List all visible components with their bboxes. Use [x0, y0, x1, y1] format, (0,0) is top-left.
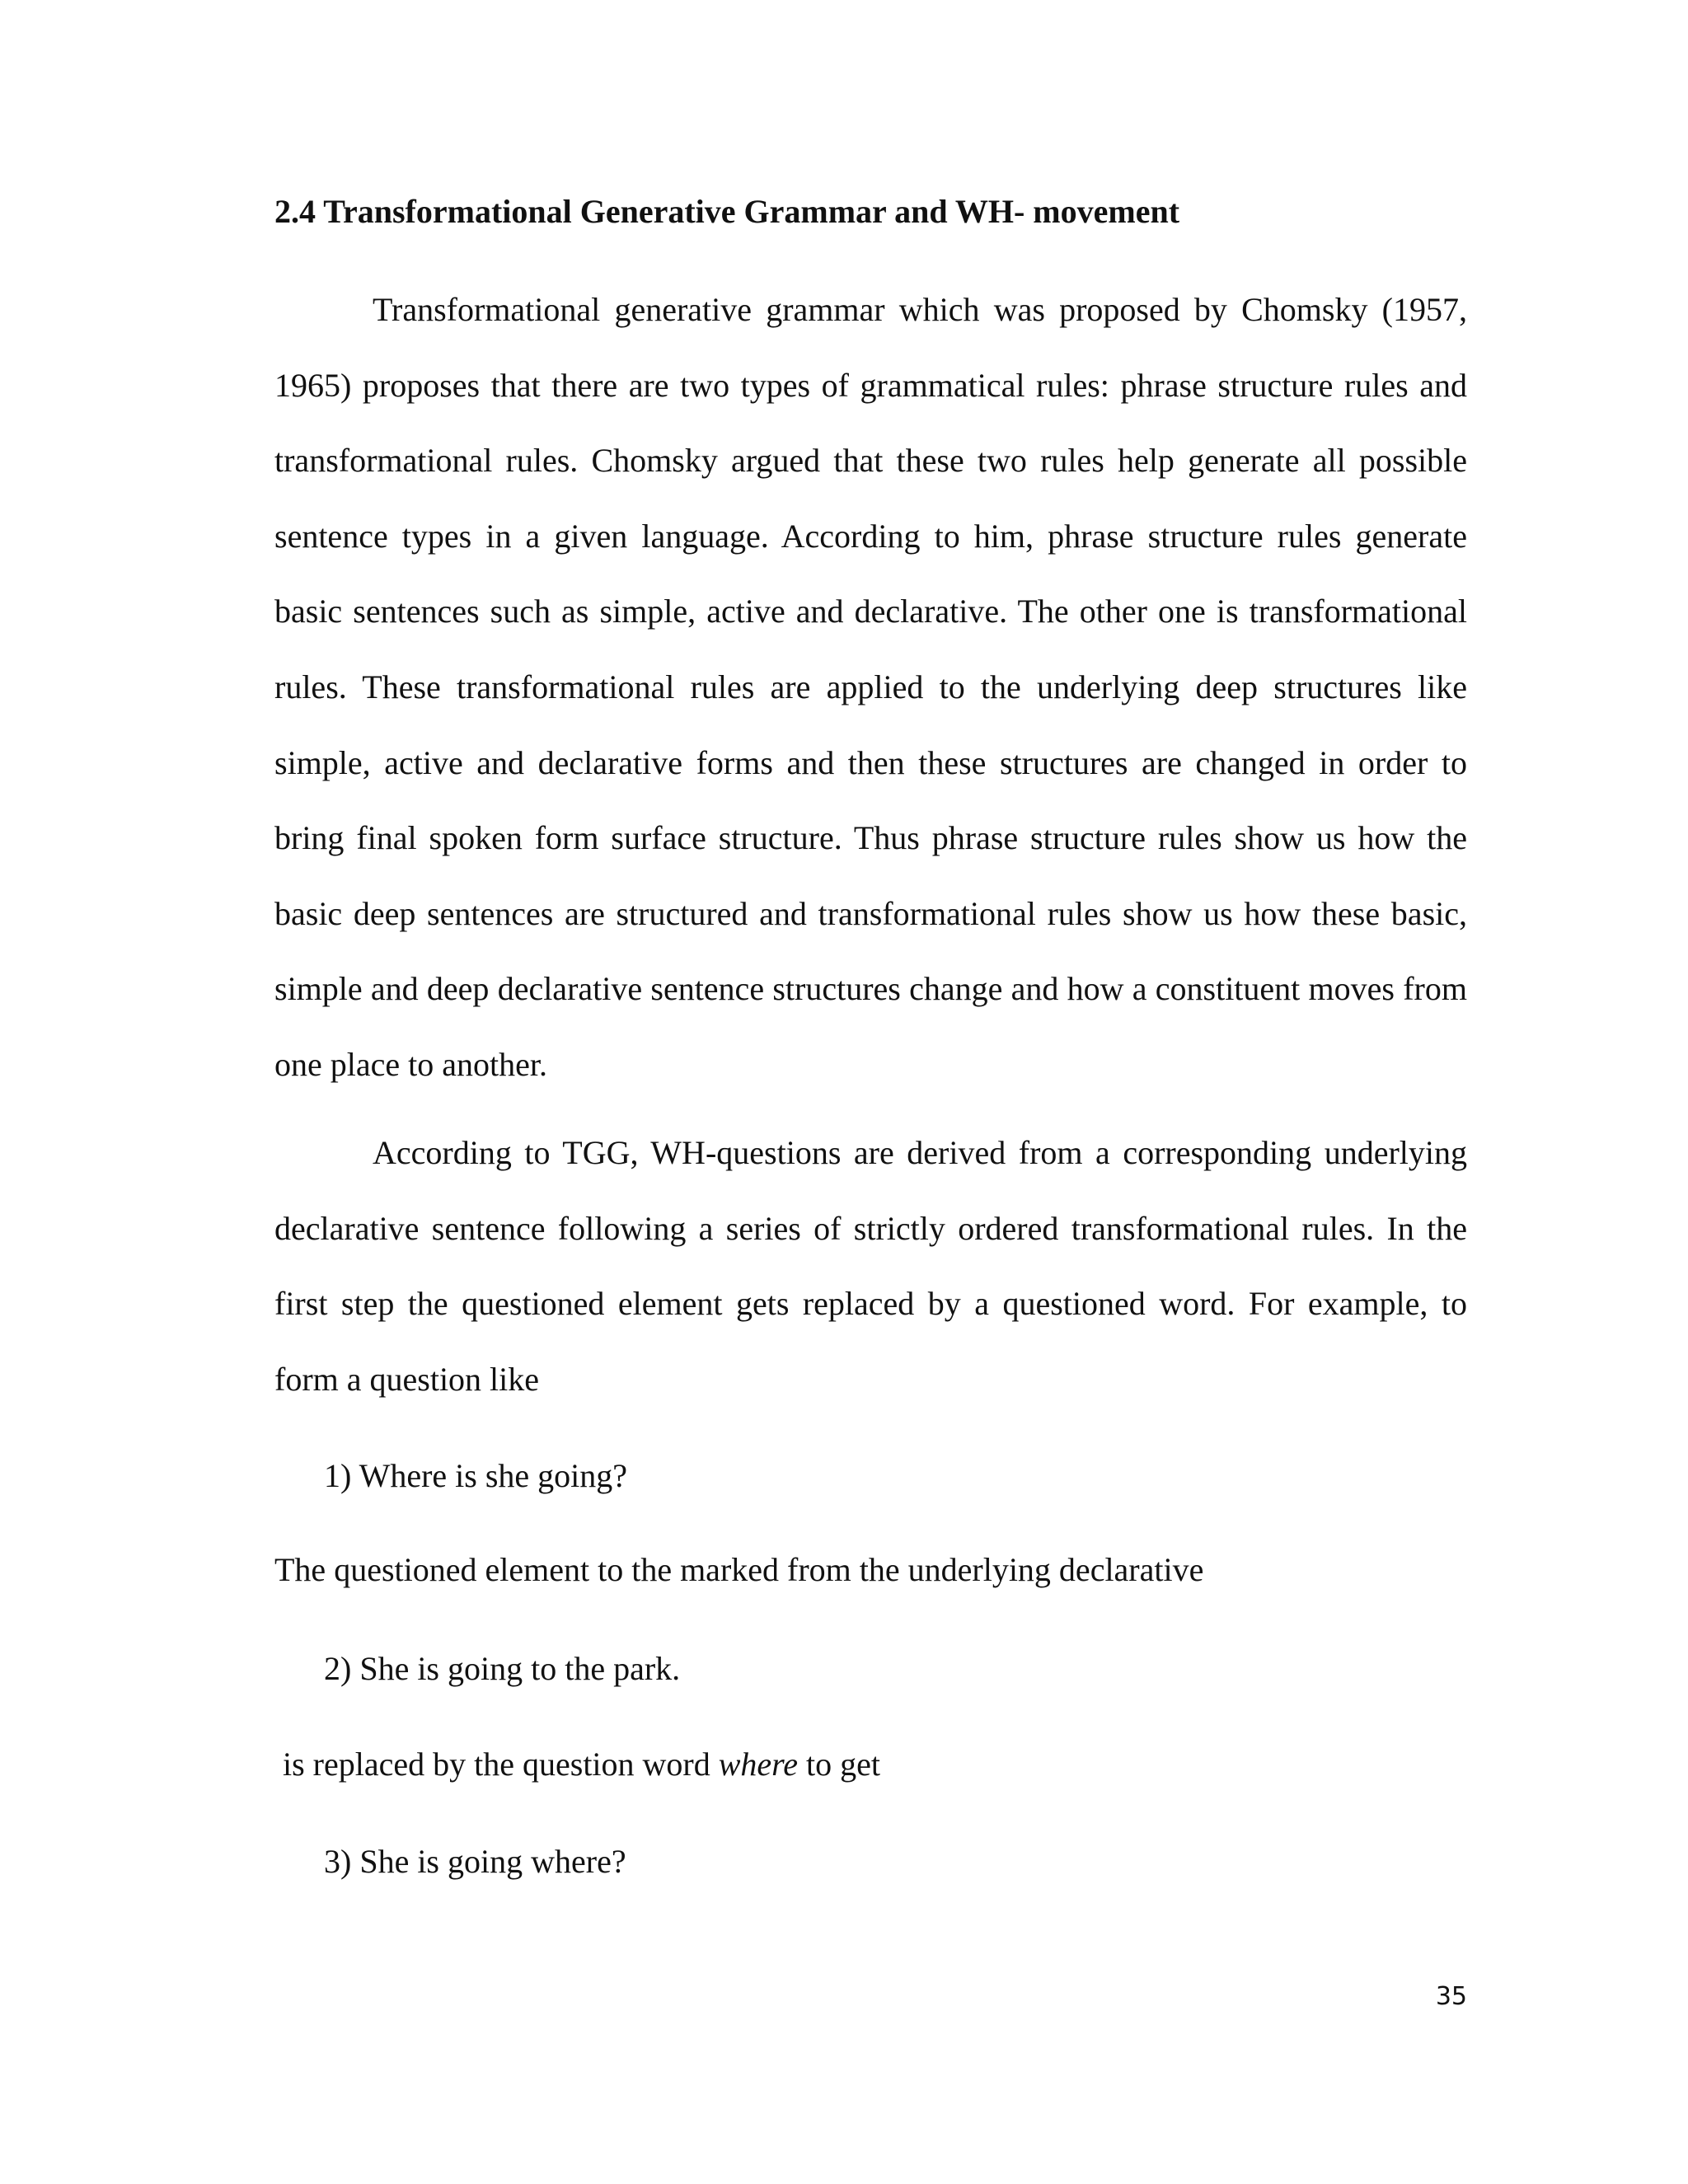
questioned-element-line: The questioned element to the marked from the underlying declarative: [274, 1551, 1204, 1588]
section-heading: 2.4 Transformational Generative Grammar and WH- movement: [274, 193, 1180, 230]
question-word-italic: where: [718, 1746, 799, 1783]
replaced-text-before: is replaced by the question word: [283, 1746, 719, 1783]
replaced-by-line: [283, 1741, 880, 1788]
body-paragraph-tgg-overview: Transformational generative grammar which was proposed by Chomsky (1957, 1965) proposes that there are two types of grammatical rules: phrase structure rules and transformational rules. Chomsky argued that these two rules help generate all possible sentence types in a given language. According to him, phrase structure rules generate basic sentences such as simple, active and declarative. The other one is transformational rules. These transformational rules are applied to the underlying deep structures like simple, active and declarative forms and then these structures are changed in order to bring final spoken form surface structure. Thus phrase structure rules show us how the basic deep sentences are structured and transformational rules show us how these basic, simple and deep declarative sentence structures change and how a constituent moves from one place to another.: [274, 291, 1467, 1083]
example-sentence-2: 2) She is going to the park.: [324, 1650, 681, 1687]
example-sentence-1: 1) Where is she going?: [324, 1457, 628, 1494]
body-paragraph-wh-questions: According to TGG, WH-questions are derived from a corresponding underlying declarative sentence following a series of strictly ordered transformational rules. In the first step the questioned element gets replaced by a questioned word. For example, to form a question like: [274, 1134, 1467, 1398]
page-number: 35: [1435, 1982, 1467, 2011]
example-sentence-3: 3) She is going where?: [324, 1843, 626, 1880]
replaced-text-after: to get: [798, 1746, 881, 1783]
